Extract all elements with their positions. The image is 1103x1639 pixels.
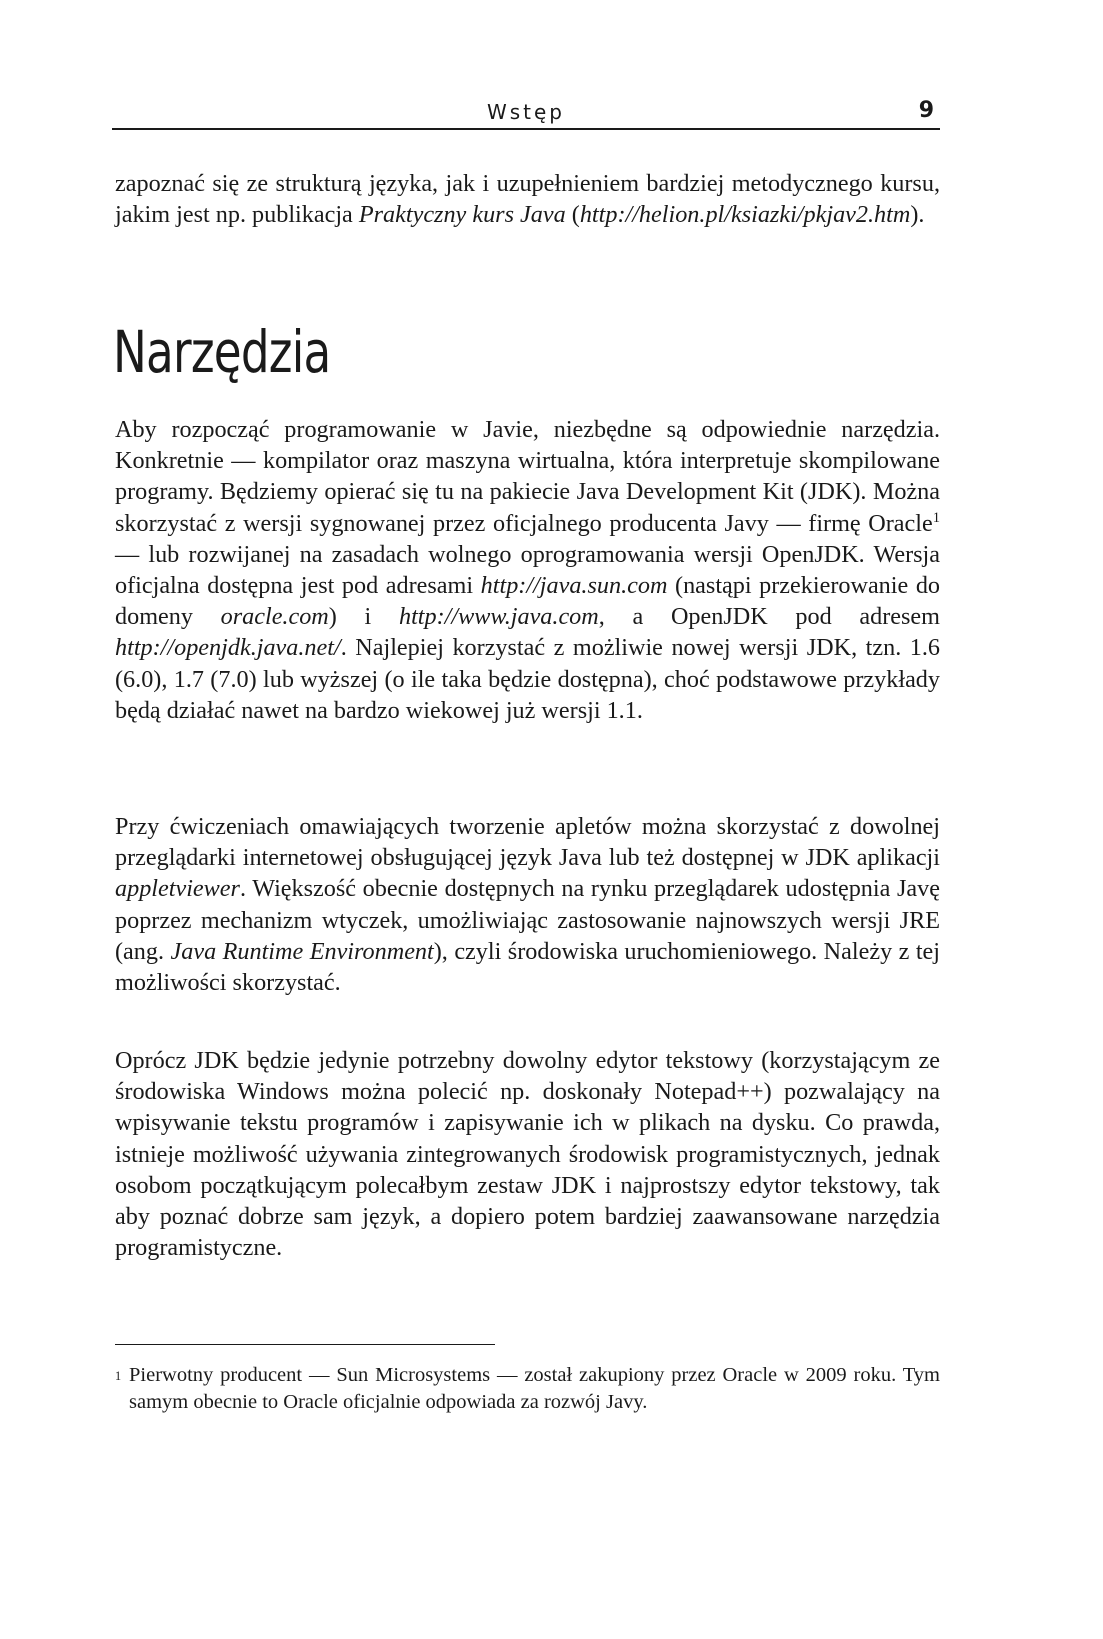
paragraph-text: (nastąpi przekierowanie do domeny — [115, 572, 941, 631]
paragraph-text: — lub rozwijanej na zasadach wolnego oprogramowania wersji OpenJDK. Wersja oficjalna dostępna jest pod adresami — [115, 540, 940, 600]
intro-text: ). — [910, 201, 925, 229]
paragraph-applets — [115, 811, 940, 998]
paragraph-text: ), czyli środowiska uruchomieniowego. Należy z tej możliwości skorzystać. — [115, 937, 941, 997]
link-oracle: oracle.com — [220, 603, 329, 631]
intro-paragraph — [115, 168, 940, 230]
running-title: Wstęp — [486, 100, 566, 124]
paragraph-text: ) i — [328, 603, 399, 631]
intro-text: ( — [565, 201, 580, 229]
intro-text: zapoznać się ze strukturą języka, jak i uzupełnieniem bardziej metodycznego kursu, jakim jest np. publikacja — [115, 170, 940, 229]
link-java-sun: http://java.sun.com — [480, 572, 668, 600]
link-openjdk: http://openjdk.java.net/ — [115, 634, 341, 662]
paragraph-tools — [115, 414, 940, 726]
link-java-com: http://www.java.com — [398, 603, 599, 631]
running-header — [112, 96, 940, 130]
book-url: http://helion.pl/ksiazki/pkjav2.htm — [579, 201, 911, 229]
paragraph-editor — [115, 1045, 940, 1263]
footnote-text: Pierwotny producent — Sun Microsystems — został zakupiony przez Oracle w 2009 roku. Tym samym obecnie to Oracle oficjalnie odpowiada za rozwój Javy. — [129, 1364, 940, 1413]
paragraph-text: . Najlepiej korzystać z możliwie nowej wersji JDK, tzn. 1.6 (6.0), 1.7 (7.0) lub wyższej (o ile taka będzie dostępna), choć podstawowe przykłady będą działać nawet na bardzo wiekowej już wersji 1.1. — [115, 634, 940, 724]
page-number: 9 — [918, 98, 934, 123]
footnote: 1 Pierwotny producent — Sun Microsystems — został zakupiony przez Oracle w 2009 roku. Tym samym obecnie to Oracle oficjalnie odpowiada za rozwój Javy. — [115, 1362, 940, 1416]
book-title: Praktyczny kurs Java — [358, 201, 566, 229]
paragraph-text: Aby rozpocząć programowanie w Javie, niezbędne są odpowiednie narzędzia. Konkretnie — kompilator oraz maszyna wirtualna, która interpretuje skompilowane programy. Będziemy opierać się tu na pakiecie Java Development Kit (JDK). Można skorzystać z wersji sygnowanej przez oficjalnego producenta Javy — firmę Oracle — [115, 416, 940, 537]
app-name: appletviewer — [115, 875, 240, 903]
paragraph-text: Przy ćwiczeniach omawiających tworzenie apletów można skorzystać z dowolnej przeglądarki internetowej obsługującej język Java lub też dostępnej w JDK aplikacji — [115, 813, 940, 872]
footnote-divider — [115, 1344, 495, 1345]
paragraph-text: , a OpenJDK pod adresem — [598, 603, 940, 631]
paragraph-text: Oprócz JDK będzie jedynie potrzebny dowolny edytor tekstowy (korzystającym ze środowiska Windows można polecić np. doskonały Notepad++) pozwalający na wpisywanie tekstu programów i zapisywanie ich w plikach na dysku. Co prawda, istnieje możliwość używania zintegrowanych środowisk programistycznych, jednak osobom początkującym polecałbym zestaw JDK i najprostszy edytor tekstowy, tak aby poznać dobrze sam język, a dopiero potem bardziej zaawansowane narzędzia programistyczne. — [115, 1047, 940, 1262]
section-heading: Narzędzia — [113, 318, 331, 386]
footnote-reference: 1 — [932, 509, 940, 526]
paragraph-text: . Większość obecnie dostępnych na rynku przeglądarek udostępnia Javę poprzez mechanizm wtyczek, umożliwiając zastosowanie najnowszych wersji JRE (ang. — [115, 875, 940, 965]
term-jre: Java Runtime Environment — [170, 937, 434, 965]
